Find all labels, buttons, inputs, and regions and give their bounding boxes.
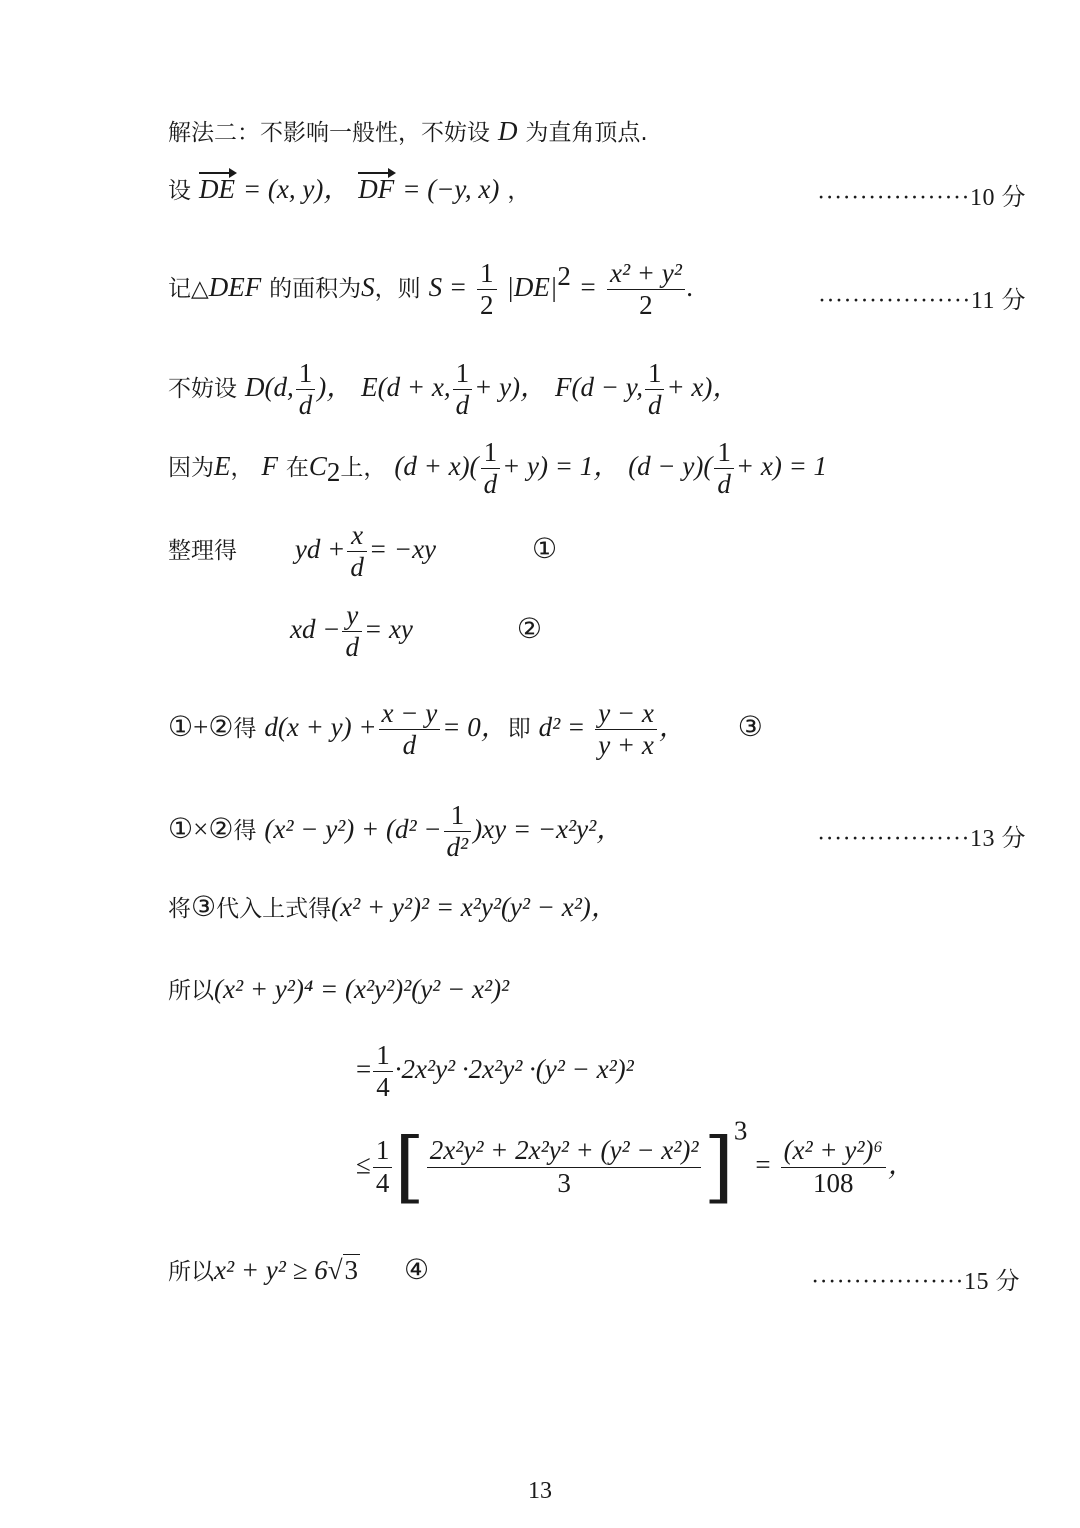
score-13: ··················13 分 [817,826,1026,852]
equals-zero: = 0， [442,712,508,743]
area-line [168,258,694,321]
frac-num: 1 [455,358,470,388]
frac-den: 4 [373,1167,393,1199]
de-text: 得 [233,716,257,743]
heading-text: 解法二：不影响一般性，不妨设 [168,120,490,146]
product-line [168,800,623,863]
fourth-power-expr: (x² + y²)⁴ = (x²y²)²(y² − x²)² [214,974,510,1004]
frac-num: (x² + y²)⁶ [783,1135,883,1166]
eq-1-lhs: yd + [294,534,346,565]
jiang-text: 将 [168,896,191,922]
point-e-close: + y)， [474,372,548,403]
frac-num: y [346,600,359,630]
frac-den: d [645,389,665,421]
d-squared: d² = [538,712,586,743]
she-text: 设 [168,178,191,204]
fraction-quarter [373,1135,393,1198]
comma: ， [596,814,624,845]
sqrt-radicand: 3 [344,1255,359,1285]
conclusion-expr: x² + y² ≥ 6 [214,1255,328,1285]
cube-exp: 3 [733,1115,748,1146]
score-15: ··················15 分 [811,1269,1020,1295]
sqrt-sign: √ [327,1255,343,1285]
fraction-y-over-d [342,600,362,663]
triangle-def: DEF [208,272,262,303]
conclusion-line [168,1253,430,1286]
area-eq: S = [428,272,468,303]
fraction-area [607,258,685,321]
heading-tail: 为直角顶点. [525,120,648,146]
equals: = [356,1054,372,1085]
simplify-label: 整理得 [168,538,237,565]
fraction-x-over-d [347,520,367,583]
area-text-3: ，则 [374,276,421,303]
fraction-result [781,1135,886,1198]
fraction-quarter [373,1040,393,1103]
fraction-1-over-d [453,358,473,421]
eq-2-lhs: xd − [290,614,341,645]
marker-2: ② [208,710,234,744]
points-text: 不妨设 [168,376,237,403]
right-bracket: ] [703,1122,734,1212]
frac-den: d [714,468,734,500]
frac-den: d [347,551,367,583]
shang-text: 上， [340,455,387,482]
frac-num: 1 [480,258,494,288]
fraction-1-over-d [714,437,734,500]
inequality-line [356,1115,915,1212]
frac-num: 1 [376,1040,390,1070]
product-tail: )xy = −x²y² [473,814,597,845]
marker-3: ③ [737,710,763,744]
expand-expr: ·2x²y² ·2x²y² ·(y² − x²)² [394,1054,634,1085]
comma: ， [887,1149,915,1180]
fraction-half [477,258,497,321]
page-number: 13 [528,1478,552,1504]
marker-1: ① [168,710,194,744]
fraction-1-over-d [645,358,665,421]
substitute-expr: (x² + y²)² = x²y²(y² − x²) [331,892,591,922]
fraction-1-over-d [296,358,316,421]
var-e: E [214,451,231,482]
marker-2: ② [208,812,234,846]
vector-df-value: = (−y, x) [402,174,500,204]
heading-var: D [497,116,518,146]
frac-num: 1 [647,358,662,388]
fraction-xmy-over-d [379,698,441,761]
sep: ， [230,455,254,482]
frac-den: 2 [477,289,497,321]
eq2-right: + x) = 1 [735,451,828,482]
fraction-amgm [427,1135,702,1198]
vector-de-value: = (x, y)， [242,174,351,204]
product-expr: (x² − y²) + (d² − [264,814,442,845]
frac-num: 1 [375,1135,390,1166]
eq-2-rhs: = xy [363,614,413,645]
marker-3: ③ [191,890,217,923]
frac-num: x [351,520,364,550]
frac-num: x² + y² [609,258,682,288]
frac-den: 108 [781,1167,886,1199]
suoyi-text: 所以 [168,1259,214,1285]
frac-den: y + x [595,729,657,761]
substitute-text: 代入上式得 [216,896,332,922]
vector-definition-line [168,172,530,203]
score-11: ··················11 分 [818,288,1026,314]
frac-den: 4 [373,1071,393,1103]
equation-1-line [168,520,557,583]
frac-den: d [453,389,473,421]
points-line [168,358,739,421]
zai-text: 在 [285,455,309,482]
point-e: E(d + x, [361,372,451,403]
times: × [193,814,209,845]
eq1-left: (d + x)( [394,451,479,482]
sum-line [168,698,763,761]
curve-sub: 2 [326,457,341,488]
score-10: ··················10 分 [817,185,1026,211]
frac-num: x − y [381,698,438,728]
frac-num: 1 [483,437,498,467]
abs-de: |DE| [506,272,558,303]
fraction-1-over-d2 [444,800,472,863]
marker-2: ② [516,612,542,646]
curve-line [168,437,827,500]
frac-num: y − x [598,698,654,728]
frac-den: d [481,468,501,500]
point-f-close: + x)， [666,372,740,403]
area-symbol: S [361,272,375,303]
sum-expr: d(x + y) + [264,712,377,743]
period: . [686,272,694,303]
less-equal: ≤ [356,1149,371,1180]
square-exp: 2 [557,261,571,292]
frac-den: 2 [607,289,685,321]
eq-1-rhs: = −xy [368,534,437,565]
solution-heading [168,118,648,145]
eq1-right: + y) = 1， [502,451,621,482]
equation-2-line [290,600,542,663]
expand-line [356,1040,634,1103]
eq2-left: (d − y)( [628,451,713,482]
ji-text: 即 [507,716,531,743]
comma: ， [590,892,618,922]
fraction-1-over-d [481,437,501,500]
de-text: 得 [233,818,257,845]
area-text-1: 记△ [168,276,209,303]
fraction-d2 [595,698,657,761]
frac-den: d² [444,831,472,863]
plus: + [193,712,209,743]
frac-num: 1 [298,358,313,388]
frac-den: d [379,729,441,761]
marker-1: ① [531,532,558,566]
equals: = [755,1149,771,1180]
point-d: D(d, [244,372,294,403]
frac-num: 1 [450,800,465,830]
vector-de: DE [198,174,235,204]
comma: ， [507,178,531,204]
substitute-line [168,890,618,923]
frac-den: d [342,631,362,663]
frac-den: 3 [427,1167,702,1199]
area-text-2: 的面积为 [269,276,362,303]
marker-4: ④ [403,1253,430,1286]
frac-num: 1 [717,437,731,467]
point-f: F(d − y, [555,372,643,403]
vector-df: DF [358,174,395,204]
equals: = [578,272,598,303]
frac-num: 2x²y² + 2x²y² + (y² − x²)² [429,1135,699,1166]
marker-1: ① [168,812,194,846]
left-bracket: [ [394,1122,425,1212]
comma: ， [658,712,686,743]
point-d-close: )， [317,372,354,403]
therefore-line [168,976,509,1003]
suoyi-text: 所以 [168,978,214,1004]
frac-den: d [296,389,316,421]
curve-c: C [308,451,327,482]
because-text: 因为 [168,455,214,482]
var-f: F [261,451,278,482]
